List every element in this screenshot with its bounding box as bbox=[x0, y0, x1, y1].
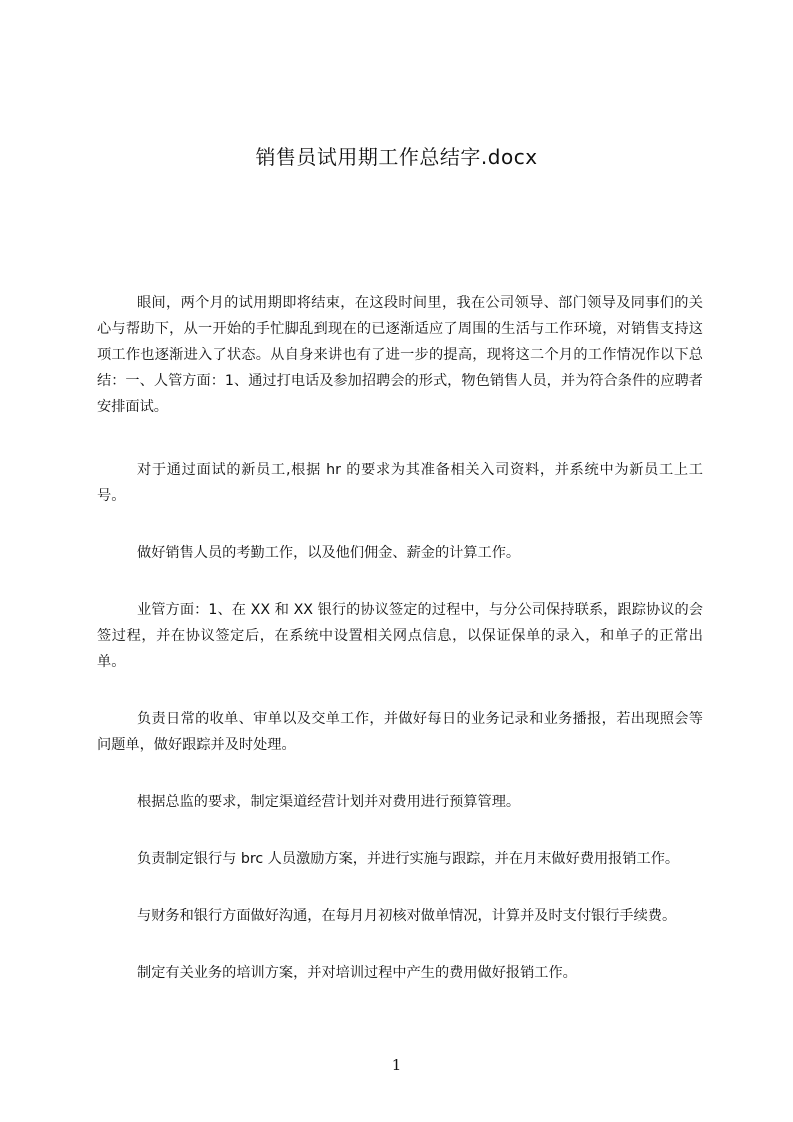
paragraph: 与财务和银行方面做好沟通，在每月月初核对做单情况，计算并及时支付银行手续费。 bbox=[137, 908, 677, 924]
paragraph: 制定有关业务的培训方案，并对培训过程中产生的费用做好报销工作。 bbox=[137, 965, 577, 981]
paragraph: 做好销售人员的考勤工作，以及他们佣金、薪金的计算工作。 bbox=[137, 545, 521, 561]
document-title: 销售员试用期工作总结字.docx bbox=[255, 145, 538, 169]
paragraph: 负责日常的收单、审单以及交单工作，并做好每日的业务记录和业务播报，若出现照会等问题单，做好跟踪并及时处理。 bbox=[97, 711, 703, 753]
paragraph: 业管方面：1、在 XX 和 XX 银行的协议签定的过程中，与分公司保持联系，跟踪协议的会签过程，并在协议签定后，在系统中设置相关网点信息，以保证保单的录入，和单子的正常出单。 bbox=[97, 602, 703, 670]
paragraph: 眼间，两个月的试用期即将结束，在这段时间里，我在公司领导、部门领导及同事们的关心与帮助下，从一开始的手忙脚乱到现在的已逐渐适应了周围的生活与工作环境，对销售支持这项工作也逐渐进入了状态。从自身来讲也有了进一步的提高，现将这二个月的工作情况作以下总结：一、人管方面：1、通过打电话及参加招聘会的形式，物色销售人员，并为符合条件的应聘者安排面试。 bbox=[97, 295, 703, 415]
page-number: 1 bbox=[391, 1056, 402, 1074]
paragraph: 负责制定银行与 brc 人员激励方案，并进行实施与跟踪，并在月末做好费用报销工作。 bbox=[137, 851, 680, 867]
paragraph: 根据总监的要求，制定渠道经营计划并对费用进行预算管理。 bbox=[137, 794, 521, 810]
paragraph: 对于通过面试的新员工,根据 hr 的要求为其准备相关入司资料，并系统中为新员工上工号。 bbox=[97, 462, 703, 504]
document-body bbox=[97, 290, 703, 1017]
